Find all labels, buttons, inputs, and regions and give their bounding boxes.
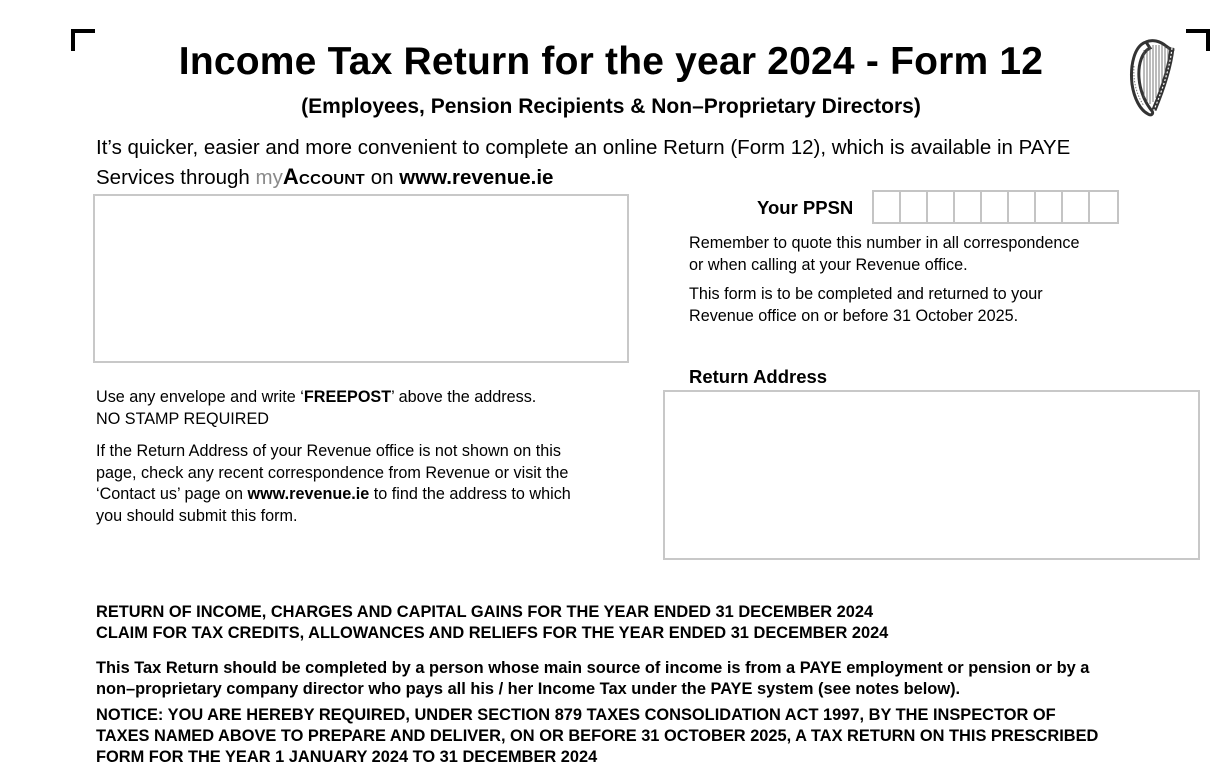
ppsn-cell-8[interactable] (1063, 192, 1090, 222)
page-title: Income Tax Return for the year 2024 - Form 12 (178, 40, 1044, 83)
notice-line-2: TAXES NAMED ABOVE TO PREPARE AND DELIVER, ON OR BEFORE 31 OCTOBER 2025, A TAX RETURN ON THIS PRESCRIBED (96, 727, 1099, 745)
envelope-suffix: ’ above the address. (391, 388, 537, 406)
ppsn-cell-3[interactable] (928, 192, 955, 222)
return-address-label: Return Address (689, 366, 828, 387)
ppsn-reminder-line-1: Remember to quote this number in all correspondence (689, 234, 1080, 252)
address-help-line-2: page, check any recent correspondence from Revenue or visit the (96, 463, 569, 482)
revenue-website-link-2[interactable]: www.revenue.ie (247, 485, 370, 503)
harp-icon (1124, 36, 1180, 118)
return-address-box[interactable] (663, 390, 1200, 560)
address-help-line-1: If the Return Address of your Revenue office is not shown on this (96, 442, 561, 460)
ppsn-cell-5[interactable] (982, 192, 1009, 222)
address-help-line-4: you should submit this form. (96, 506, 298, 525)
ppsn-cell-9[interactable] (1090, 192, 1117, 222)
eligibility-line-2: non–proprietary company director who pays all his / her Income Tax under the PAYE system (see notes below). (96, 679, 961, 698)
legal-notice (96, 705, 1216, 768)
eligibility-paragraph (96, 658, 1206, 699)
claim-heading: CLAIM FOR TAX CREDITS, ALLOWANCES AND RELIEFS FOR THE YEAR ENDED 31 DECEMBER 2024 (96, 624, 889, 642)
freepost-label: FREEPOST (303, 388, 392, 406)
ppsn-cell-4[interactable] (955, 192, 982, 222)
deadline-line-1: This form is to be completed and returned to your (689, 285, 1043, 303)
intro-prefix: Services through (96, 166, 256, 189)
ppsn-cell-1[interactable] (874, 192, 901, 222)
envelope-prefix: Use any envelope and write ‘ (96, 388, 304, 406)
return-headings (96, 602, 1206, 644)
address-help-prefix: ‘Contact us’ page on (96, 485, 248, 503)
taxpayer-address-box[interactable] (93, 194, 629, 363)
ppsn-label: Your PPSN (757, 197, 854, 218)
address-help-line-3 (96, 484, 636, 506)
revenue-website-link[interactable]: www.revenue.ie (399, 166, 554, 189)
notice-line-1: NOTICE: YOU ARE HEREBY REQUIRED, UNDER SECTION 879 TAXES CONSOLIDATION ACT 1997, BY THE INSPECTOR OF (96, 706, 1056, 724)
ppsn-input[interactable] (872, 190, 1119, 224)
intro-line-2 (96, 162, 1196, 192)
return-of-income-heading: RETURN OF INCOME, CHARGES AND CAPITAL GAINS FOR THE YEAR ENDED 31 DECEMBER 2024 (96, 603, 874, 621)
ppsn-cell-7[interactable] (1036, 192, 1063, 222)
myaccount-my: my (255, 166, 283, 189)
address-help-suffix: to find the address to which (369, 485, 571, 503)
notice-line-3: FORM FOR THE YEAR 1 JANUARY 2024 TO 31 DECEMBER 2024 (96, 748, 598, 766)
no-stamp-line: NO STAMP REQUIRED (96, 409, 269, 428)
page-subtitle: (Employees, Pension Recipients & Non–Proprietary Directors) (301, 95, 921, 118)
ppsn-reminder (689, 233, 1149, 276)
envelope-line-1 (96, 387, 636, 409)
ppsn-reminder-line-2: or when calling at your Revenue office. (689, 255, 968, 274)
intro-on: on (365, 166, 400, 189)
ppsn-cell-6[interactable] (1009, 192, 1036, 222)
myaccount-account: Account (282, 164, 366, 189)
deadline-note (689, 284, 1149, 327)
online-return-intro (96, 133, 1196, 192)
deadline-line-2: Revenue office on or before 31 October 2025. (689, 306, 1019, 325)
eligibility-line-1: This Tax Return should be completed by a person whose main source of income is from a PAYE employment or pension or by a (96, 659, 1090, 677)
envelope-note (96, 387, 636, 430)
ppsn-cell-2[interactable] (901, 192, 928, 222)
intro-line-1: It’s quicker, easier and more convenient to complete an online Return (Form 12), which is available in PAYE (96, 136, 1071, 159)
address-help-note (96, 441, 636, 527)
